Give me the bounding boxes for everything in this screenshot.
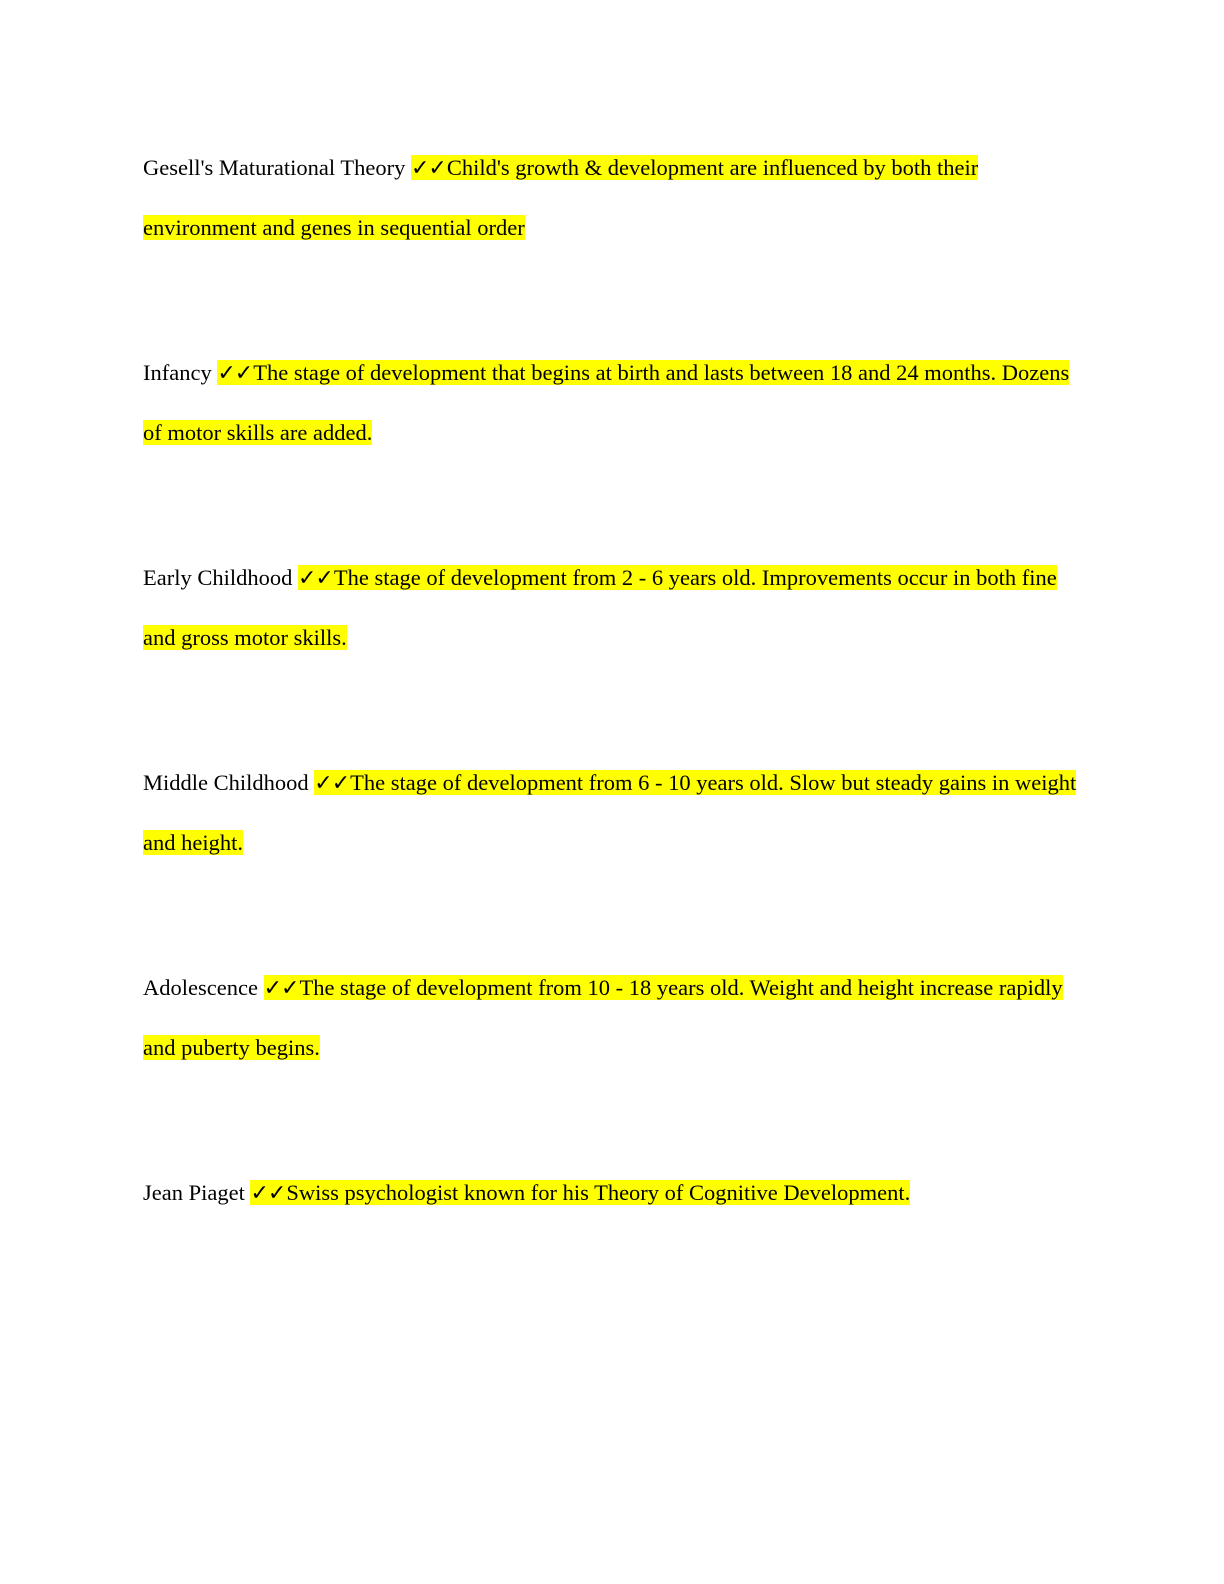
term-label: Adolescence: [143, 975, 258, 1000]
term-label: Jean Piaget: [143, 1180, 245, 1205]
term-label: Gesell's Maturational Theory: [143, 155, 406, 180]
definition-highlight: [250, 1180, 910, 1205]
entry-gesell: [143, 138, 1083, 257]
double-check-icon: ✓✓: [217, 361, 253, 386]
term-label: Infancy: [143, 360, 212, 385]
double-check-icon: ✓✓: [410, 156, 446, 181]
double-check-icon: ✓✓: [297, 566, 333, 591]
double-check-icon: ✓✓: [250, 1181, 286, 1206]
entry-early-childhood: [143, 548, 1083, 667]
double-check-icon: ✓✓: [263, 976, 299, 1001]
document-body: [143, 138, 1083, 1309]
entry-adolescence: [143, 958, 1083, 1077]
double-check-icon: ✓✓: [314, 771, 350, 796]
definition-text: Swiss psychologist known for his Theory of Cognitive Development.: [286, 1180, 911, 1205]
definition-text: The stage of development that begins at birth and lasts between 18 and 24 months. Dozens of motor skills are added.: [143, 360, 1070, 445]
definition-text: The stage of development from 10 - 18 years old. Weight and height increase rapidly and puberty begins.: [143, 975, 1063, 1060]
definition-highlight: [143, 975, 1063, 1060]
term-label: Middle Childhood: [143, 770, 309, 795]
definition-text: The stage of development from 2 - 6 years old. Improvements occur in both fine and gross motor skills.: [143, 565, 1057, 650]
definition-text: The stage of development from 6 - 10 years old. Slow but steady gains in weight and height.: [143, 770, 1077, 855]
term-label: Early Childhood: [143, 565, 293, 590]
definition-text: Child's growth & development are influenced by both their environment and genes in sequential order: [143, 155, 979, 240]
entry-jean-piaget: [143, 1163, 1083, 1223]
definition-highlight: [143, 360, 1069, 445]
entry-middle-childhood: [143, 753, 1083, 872]
entry-infancy: [143, 343, 1083, 462]
